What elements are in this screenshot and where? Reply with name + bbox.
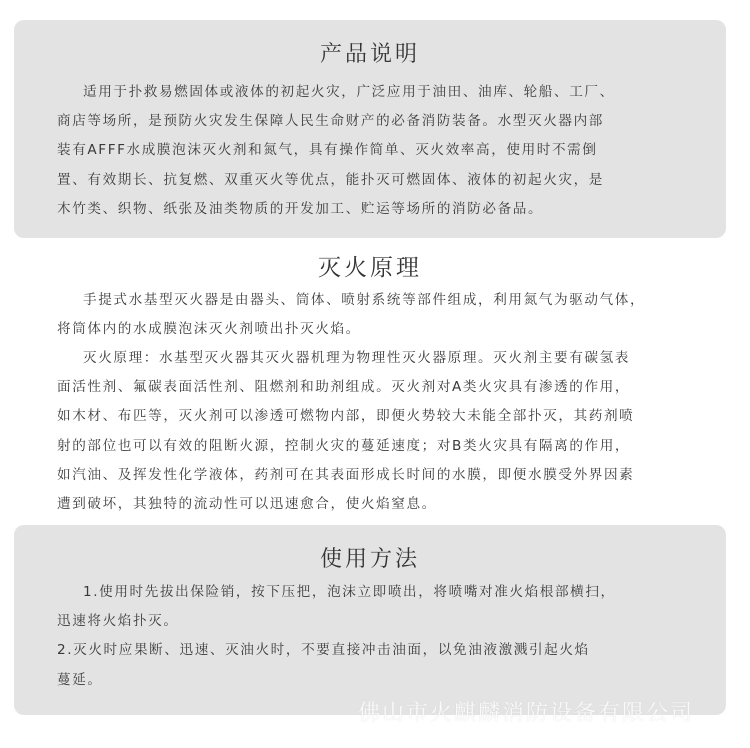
product-description-title: 产品说明 — [319, 42, 420, 67]
text-line: 2.灭火时应果断、迅速、灭油火时，不要直接冲击油面，以免油液激溅引起火焰 — [57, 642, 590, 659]
text-line: 商店等场所，是预防火灾发生保障人民生命财产的必备消防装备。水型灭火器内部 — [57, 113, 604, 130]
text-line: 如汽油、及挥发性化学液体，药剂可在其表面形成长时间的水膜，即便水膜受外界因素 — [57, 466, 635, 483]
text-line: 遭到破坏，其独特的流动性可以迅速愈合，使火焰窒息。 — [57, 496, 437, 513]
text-line: 如木材、布匹等，灭火剂可以渗透可燃物内部，即便火势较大未能全部扑灭，其药剂喷 — [57, 408, 635, 425]
extinguishing-principle-title: 灭火原理 — [318, 255, 422, 281]
usage-method-panel — [14, 525, 726, 715]
text-line: 1.使用时先拔出保险销，按下压把，泡沫立即喷出，将喷嘴对准火焰根部横扫， — [83, 584, 616, 600]
principle-text-1 — [57, 286, 698, 344]
text-line: 手提式水基型灭火器是由器头、筒体、喷射系统等部件组成，利用氮气为驱动气体， — [83, 292, 646, 308]
product-description-text — [57, 78, 698, 224]
extinguishing-principle-panel — [14, 246, 726, 514]
text-line: 装有AFFF水成膜泡沫灭火剂和氮气，具有操作简单、灭火效率高，使用时不需倒 — [57, 142, 598, 159]
principle-text-2 — [57, 344, 698, 519]
text-line: 蔓延。 — [57, 671, 103, 688]
company-watermark: 佛山市火麒麟消防设备有限公司 — [358, 701, 695, 726]
text-line: 置、有效期长、抗复燃、双重灭火等优点，能扑灭可燃固体、液体的初起火灾，是 — [57, 171, 604, 188]
text-line: 灭火原理：水基型灭火器其灭火器机理为物理性灭火器原理。灭火剂主要有碳氢表 — [83, 350, 630, 366]
text-line: 将筒体内的水成膜泡沫灭火剂喷出扑灭火焰。 — [57, 321, 361, 338]
text-line: 射的部位也可以有效的阻断火源，控制火灾的蔓延速度；对B类火灾具有隔离的作用， — [57, 437, 631, 454]
text-line: 面活性剂、氟碳表面活性剂、阻燃剂和助剂组成。灭火剂对A类火灾具有渗透的作用， — [57, 379, 631, 396]
usage-method-text — [57, 578, 698, 695]
product-description-panel — [14, 20, 726, 238]
text-line: 迅速将火焰扑灭。 — [57, 613, 179, 630]
usage-method-title: 使用方法 — [319, 547, 420, 572]
text-line: 木竹类、织物、纸张及油类物质的开发加工、贮运等场所的消防必备品。 — [57, 200, 544, 217]
text-line: 适用于扑救易燃固体或液体的初起火灾，广泛应用于油田、油库、轮船、工厂、 — [83, 84, 615, 100]
